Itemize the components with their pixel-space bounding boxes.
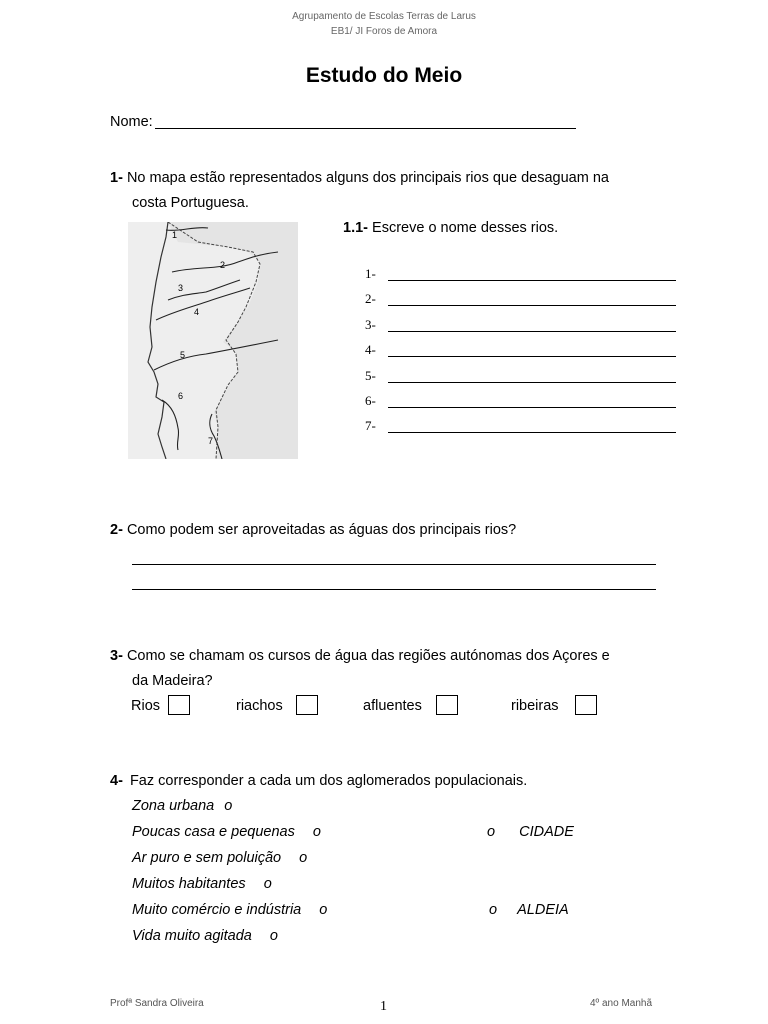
question-1-line1	[110, 170, 609, 186]
question-3-number: 3-	[110, 648, 123, 664]
match-dot[interactable]: o	[299, 850, 308, 866]
name-field[interactable]	[155, 128, 576, 129]
question-1-1-text: Escreve o nome desses rios.	[372, 220, 559, 236]
page-number: 1	[380, 999, 387, 1014]
map-label: 5	[180, 350, 186, 360]
option-label-rios: Rios	[131, 698, 161, 714]
match-target-cidade: o CIDADE	[487, 824, 574, 840]
option-label-afluentes: afluentes	[363, 698, 422, 714]
map-label: 3	[178, 283, 184, 293]
question-1-1-number: 1.1-	[343, 220, 368, 236]
match-dot[interactable]: o	[269, 928, 278, 944]
school-name: EB1/ JI Foros de Amora	[330, 26, 438, 37]
question-2-number: 2-	[110, 522, 123, 538]
footer-teacher: Profª Sandra Oliveira	[110, 998, 204, 1009]
map-label: 4	[194, 307, 200, 317]
answer-line-5[interactable]	[388, 382, 676, 383]
question-2-text: Como podem ser aproveitadas as águas dos principais rios?	[126, 522, 517, 538]
question-3-text-line2: da Madeira?	[132, 673, 213, 689]
answer-line-6[interactable]	[388, 407, 676, 408]
rivers-map	[128, 222, 298, 459]
question-1-number: 1-	[110, 170, 123, 186]
map-label: 7	[208, 436, 214, 446]
answer-number: 1-	[365, 266, 376, 281]
answer-line-4[interactable]	[388, 356, 676, 357]
question-1-1	[343, 220, 558, 236]
match-item-3: Ar puro e sem poluição o	[132, 850, 308, 866]
question-4-number: 4-	[110, 773, 123, 789]
match-item-6: Vida muito agitada o	[132, 928, 278, 944]
answer-number: 6-	[365, 393, 376, 408]
option-label-riachos: riachos	[236, 698, 283, 714]
answer-line-3[interactable]	[388, 331, 676, 332]
match-dot[interactable]: o	[224, 798, 233, 814]
question-1-text-line2: costa Portuguesa.	[132, 195, 249, 211]
match-item-4: Muitos habitantes o	[132, 876, 272, 892]
checkbox-riachos[interactable]	[296, 695, 318, 715]
question-3-text: Como se chamam os cursos de água das regiões autónomas dos Açores e	[126, 648, 610, 664]
checkbox-afluentes[interactable]	[436, 695, 458, 715]
answer-line-7[interactable]	[388, 432, 676, 433]
answer-number: 5-	[365, 368, 376, 383]
page-title: Estudo do Meio	[305, 64, 463, 87]
checkbox-rios[interactable]	[168, 695, 190, 715]
match-dot[interactable]: o	[489, 902, 498, 918]
question-2	[110, 522, 516, 538]
school-group: Agrupamento de Escolas Terras de Larus	[292, 11, 476, 22]
question-3-line1	[110, 648, 610, 664]
answer-line-1[interactable]	[388, 280, 676, 281]
match-item-5: Muito comércio e indústria o	[132, 902, 328, 918]
option-label-ribeiras: ribeiras	[511, 698, 559, 714]
question-4	[110, 773, 527, 789]
answer-number: 2-	[365, 291, 376, 306]
answer-line-2[interactable]	[388, 305, 676, 306]
map-label: 2	[220, 260, 226, 270]
name-label: Nome:	[110, 114, 153, 130]
match-dot[interactable]: o	[319, 902, 328, 918]
match-dot[interactable]: o	[487, 824, 496, 840]
match-dot[interactable]: o	[263, 876, 272, 892]
footer-class: 4º ano Manhã	[590, 998, 653, 1009]
question-1-text: No mapa estão representados alguns dos principais rios que desaguam na	[126, 170, 609, 186]
question-2-answer-line-1[interactable]	[132, 564, 656, 565]
match-target-aldeia: o ALDEIA	[489, 902, 569, 918]
map-label: 1	[172, 230, 178, 240]
answer-number: 3-	[365, 317, 376, 332]
checkbox-ribeiras[interactable]	[575, 695, 597, 715]
answer-number: 4-	[365, 342, 376, 357]
match-dot[interactable]: o	[312, 824, 321, 840]
map-label: 6	[178, 391, 184, 401]
match-item-1: Zona urbana o	[132, 798, 233, 814]
answer-number: 7-	[365, 418, 376, 433]
match-item-2: Poucas casa e pequenas o	[132, 824, 321, 840]
question-4-text: Faz corresponder a cada um dos aglomerados populacionais.	[129, 773, 528, 789]
question-2-answer-line-2[interactable]	[132, 589, 656, 590]
